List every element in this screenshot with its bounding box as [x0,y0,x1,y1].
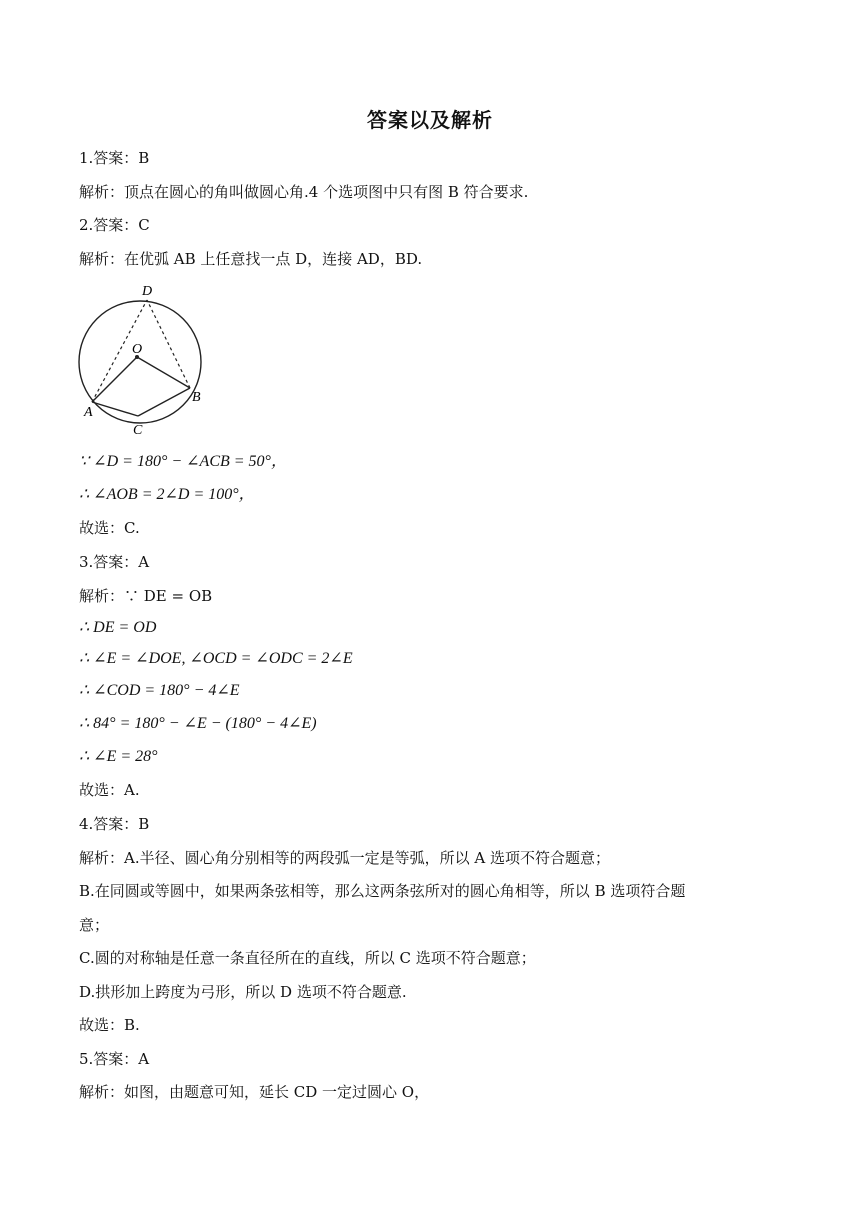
page-title: 答案以及解析 [367,108,493,132]
q3-step-5: ∴ ∠E = 28° [79,748,158,765]
q3-step-2: ∴ ∠E = ∠DOE, ∠OCD = ∠ODC = 2∠E [79,650,353,667]
q4-analysis-a: 解析：A.半径、圆心角分别相等的两段弧一定是等弧，所以 A 选项不符合题意； [79,849,610,867]
label-a: A [84,405,93,420]
q2-answer: 2.答案：C [79,216,150,234]
segment-ac [92,402,138,416]
circle-diagram [70,278,220,442]
q2-conclusion: 故选：C. [79,519,140,537]
q4-analysis-d: D.拱形加上跨度为弓形，所以 D 选项不符合题意. [79,983,407,1001]
segment-ob [137,357,190,388]
q4-conclusion: 故选：B. [79,1016,140,1034]
segment-cb [138,388,190,416]
segment-oa [92,357,137,402]
q3-conclusion: 故选：A. [79,781,140,799]
q3-step-4: ∴ 84° = 180° − ∠E − (180° − 4∠E) [79,715,317,732]
q2-analysis: 解析：在优弧 AB 上任意找一点 D，连接 AD，BD. [79,250,423,268]
label-o: O [132,342,143,357]
label-d: D [142,284,153,299]
q2-step-1: ∵ ∠D = 180° − ∠ACB = 50°， [79,453,287,470]
q5-analysis: 解析：如图，由题意可知，延长 CD 一定过圆心 O， [79,1083,430,1101]
q3-step-1: ∴ DE = OD [79,619,157,636]
q3-answer: 3.答案：A [79,553,150,571]
q1-analysis: 解析：顶点在圆心的角叫做圆心角.4 个选项图中只有图 B 符合要求. [79,183,529,201]
circle-outline [79,301,201,423]
label-c: C [133,423,143,438]
q1-answer: 1.答案：B [79,149,150,167]
q4-answer: 4.答案：B [79,815,150,833]
q3-step-3: ∴ ∠COD = 180° − 4∠E [79,682,240,699]
q4-analysis-b-line-2: 意； [79,916,110,934]
label-b: B [192,390,201,405]
q2-step-2: ∴ ∠AOB = 2∠D = 100°， [79,486,255,503]
q3-analysis: 解析：∵ DE = OB [79,587,213,605]
q4-analysis-c: C.圆的对称轴是任意一条直径所在的直线，所以 C 选项不符合题意； [79,949,536,967]
q4-analysis-b-line-1: B.在同圆或等圆中，如果两条弦相等，那么这两条弦所对的圆心角相等，所以 B 选项符合题 [79,882,686,900]
q5-answer: 5.答案：A [79,1050,150,1068]
